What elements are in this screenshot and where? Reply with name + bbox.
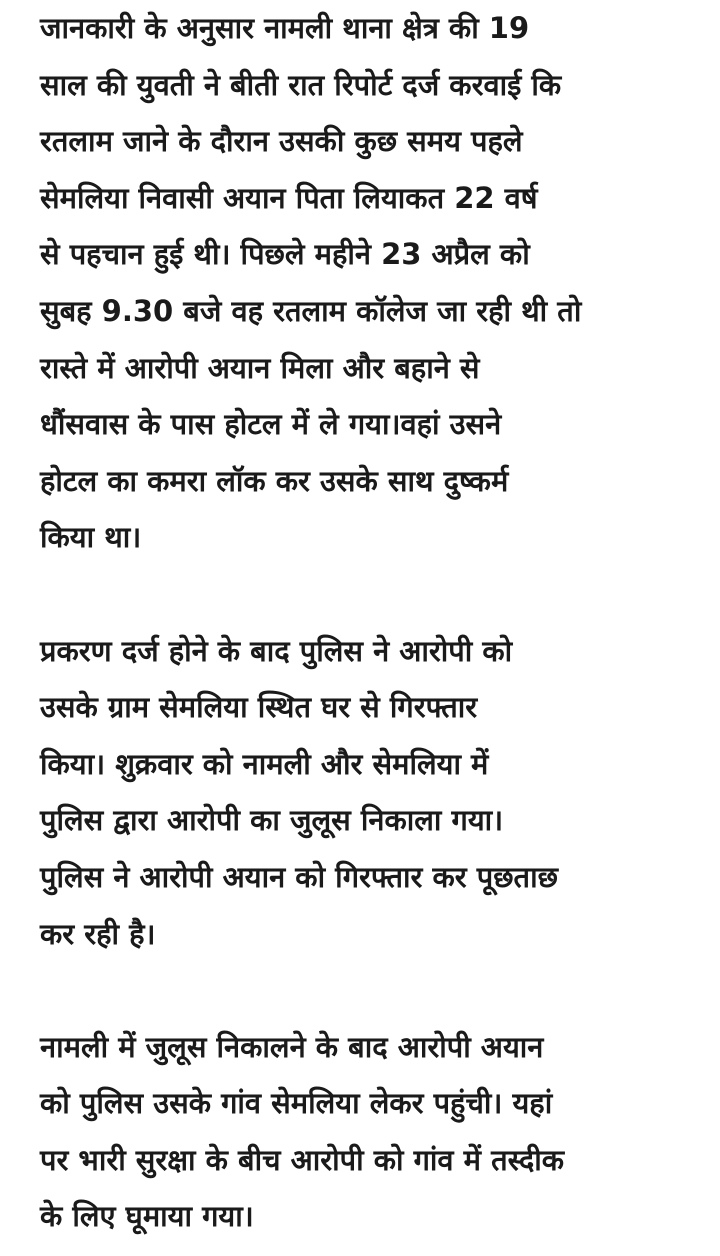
text-line: के लिए घूमाया गया। <box>40 1199 254 1234</box>
paragraph-spacer <box>40 962 690 1019</box>
text-line: होटल का कमरा लॉक कर उसके साथ दुष्कर्म <box>40 463 509 498</box>
text-line: किया था। <box>40 520 142 555</box>
paragraph-2 <box>40 623 690 963</box>
text-line: नामली में जुलूस निकालने के बाद आरोपी अयान <box>40 1029 544 1064</box>
text-line: कर रही है। <box>40 916 156 951</box>
paragraph-1 <box>40 0 690 566</box>
paragraph-spacer <box>40 566 690 623</box>
text-line: सुबह 9.30 बजे वह रतलाम कॉलेज जा रही थी तो <box>40 293 582 328</box>
text-line: किया। शुक्रवार को नामली और सेमलिया में <box>40 746 489 781</box>
text-line: साल की युवती ने बीती रात रिपोर्ट दर्ज करवाई कि <box>40 67 562 102</box>
text-line: को पुलिस उसके गांव सेमलिया लेकर पहुंची। यहां <box>40 1086 553 1121</box>
text-line: से पहचान हुई थी। पिछले महीने 23 अप्रैल को <box>40 237 530 272</box>
paragraph-3 <box>40 1019 690 1245</box>
text-line: धौंसवास के पास होटल में ले गया।वहां उसने <box>40 407 502 442</box>
text-line: उसके ग्राम सेमलिया स्थित घर से गिरफ्तार <box>40 690 478 725</box>
text-line: प्रकरण दर्ज होने के बाद पुलिस ने आरोपी को <box>40 633 513 668</box>
text-line: रतलाम जाने के दौरान उसकी कुछ समय पहले <box>40 124 523 159</box>
text-line: पर भारी सुरक्षा के बीच आरोपी को गांव में तस्दीक <box>40 1142 565 1177</box>
article-body <box>40 0 690 1245</box>
text-line: पुलिस द्वारा आरोपी का जुलूस निकाला गया। <box>40 803 504 838</box>
text-line: जानकारी के अनुसार नामली थाना क्षेत्र की 19 <box>40 11 530 45</box>
text-line: सेमलिया निवासी अयान पिता लियाकत 22 वर्ष <box>40 180 538 215</box>
text-line: पुलिस ने आरोपी अयान को गिरफ्तार कर पूछताछ <box>40 859 558 894</box>
text-line: रास्ते में आरोपी अयान मिला और बहाने से <box>40 350 480 385</box>
